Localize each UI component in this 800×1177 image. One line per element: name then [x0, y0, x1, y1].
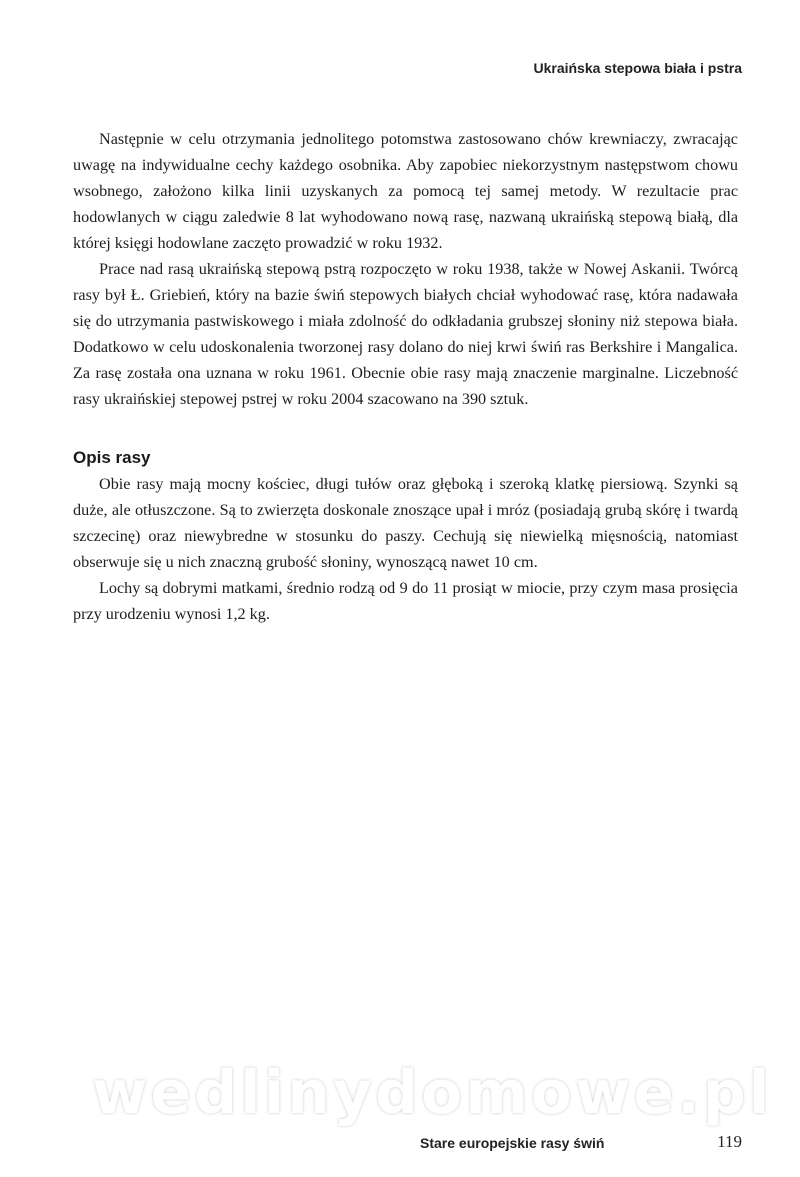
page-body [73, 126, 738, 627]
paragraph-sows-litter: Lochy są dobrymi matkami, średnio rodzą od 9 do 11 prosiąt w miocie, przy czym masa prosięcia przy urodzeniu wynosi 1,2 kg. [73, 579, 738, 623]
paragraph-breed-traits: Obie rasy mają mocny kościec, długi tułów oraz głęboką i szeroką klatkę piersiową. Szynki są duże, ale otłuszczone. Są to zwierzęta doskonale znoszące upał i mróz (posiadają grubą skórę i twardą szczecinę) oraz niewybredne w stosunku do paszy. Cechują się niewielką mięsnością, natomiast obserwuje się u nich znaczną grubość słoniny, wynoszącą nawet 10 cm. [73, 475, 738, 571]
watermark: wedlinydomowe.pl [92, 1058, 773, 1128]
section-heading-breed-description: Opis rasy [73, 448, 151, 467]
running-header: Ukraińska stepowa biała i pstra [533, 60, 742, 76]
paragraph-breeding-method: Następnie w celu otrzymania jednolitego potomstwa zastosowano chów krewniaczy, zwracając uwagę na indywidualne cechy każdego osobnika. Aby zapobiec niekorzystnym następstwom chowu wsobnego, założono kilka linii uzyskanych za pomocą tej samej metody. W rezultacie prac hodowlanych w ciągu zaledwie 8 lat wyhodowano nową rasę, nazwaną ukraińską stepową białą, dla której księgi hodowlane zaczęto prowadzić w roku 1932. [73, 130, 738, 252]
page-number: 119 [717, 1132, 742, 1151]
paragraph-pied-breed-history: Prace nad rasą ukraińską stepową pstrą rozpoczęto w roku 1938, także w Nowej Askanii. Twórcą rasy był Ł. Griebień, który na bazie świń stepowych białych chciał wyhodować rasę, która nadawała się do utrzymania pastwiskowego i miała zdolność do odkładania grubszej słoniny niż stepowa biała. Dodatkowo w celu udoskonalenia tworzonej rasy dolano do niej krwi świń ras Berkshire i Mangalica. Za rasę została ona uznana w roku 1961. Obecnie obie rasy mają znaczenie marginalne. Liczebność rasy ukraińskiej stepowej pstrej w roku 2004 szacowano na 390 sztuk. [73, 260, 738, 408]
footer-book-title: Stare europejskie rasy świń [420, 1135, 605, 1151]
